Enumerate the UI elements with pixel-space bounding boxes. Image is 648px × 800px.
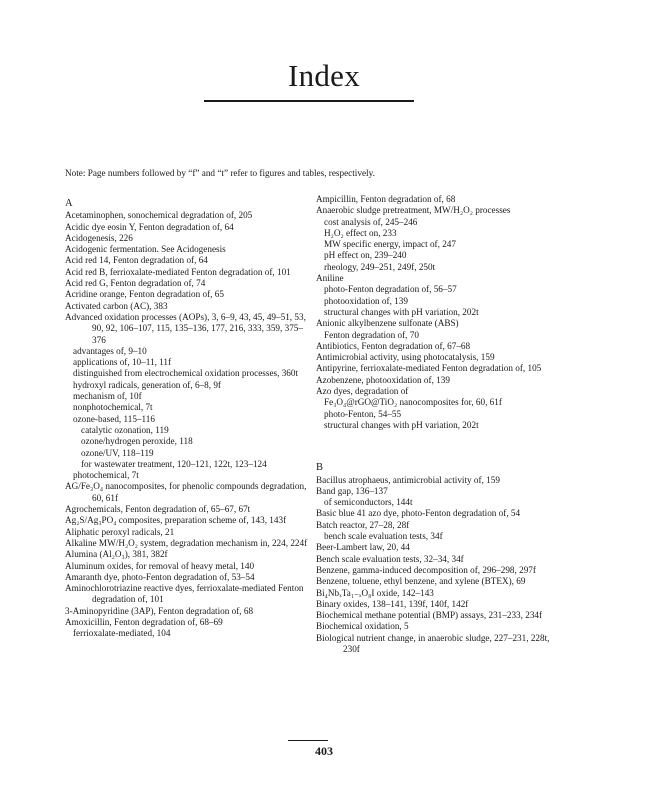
index-subentry: pH effect on, 239–240 [324,250,407,261]
index-column-right [316,194,566,655]
index-subentry: Fenton degradation of, 70 [324,329,419,340]
index-entry: Acid red G, Fenton degradation of, 74 [65,278,206,289]
index-subentry: photochemical, 7t [73,470,139,481]
section-letter: B [316,462,324,474]
index-entry: Acidogenesis, 226 [65,232,133,243]
index-entry: Advanced oxidation processes (AOPs), 3, 6–9, 43, 45, 49–51, 53, 90, 92, 106–107, 115, 135–136, 177, 216, 333, 359, 375–376 [65,311,306,345]
index-entry: Azobenzene, photooxidation of, 139 [316,374,450,385]
index-entry: Bi₄NbₓTa₁₋ₓO₈I oxide, 142–143 [316,587,434,598]
index-entry: Agrochemicals, Fenton degradation of, 65–67, 67t [65,504,251,515]
index-entry: Amaranth dye, photo-Fenton degradation of, 53–54 [65,571,255,582]
index-entry: Aluminum oxides, for removal of heavy metal, 140 [65,560,255,571]
index-column-left [65,198,315,640]
index-entry: Basic blue 41 azo dye, photo-Fenton degradation of, 54 [316,508,521,519]
index-subentry: applications of, 10–11, 11f [73,357,172,368]
index-entry: Batch reactor, 27–28, 28f [316,519,410,530]
index-subentry: photo-Fenton degradation of, 56–57 [324,284,457,295]
index-entry: Binary oxides, 138–141, 139f, 140f, 142f [316,598,469,609]
index-subentry: catalytic ozonation, 119 [81,424,169,435]
index-subentry: ferrioxalate-mediated, 104 [73,628,171,639]
index-title: Index [287,58,361,93]
index-subentry: hydroxyl radicals, generation of, 6–8, 9f [73,379,221,390]
index-entry: Aminochlorotriazine reactive dyes, ferrioxalate-mediated Fenton degradation of, 101 [65,583,304,605]
index-entry: Benzene, toluene, ethyl benzene, and xylene (BTEX), 69 [316,576,526,587]
index-subentry: for wastewater treatment, 120–121, 122t, 123–124 [81,458,267,469]
title-rule [204,100,414,102]
index-entry: Biochemical oxidation, 5 [316,621,409,632]
index-subentry: MW specific energy, impact of, 247 [324,239,456,250]
index-subentry: bench scale evaluation tests, 34f [324,531,443,542]
index-entry: Biological nutrient change, in anaerobic sludge, 227–231, 228t, 230f [316,632,550,654]
index-entry: Bacillus atrophaeus, antimicrobial activity of, 159 [316,474,500,485]
index-entry: Alumina (Al₂O₃), 381, 382f [65,549,168,560]
figure-table-note: Note: Page numbers followed by “f” and “t” refer to figures and tables, respectively. [65,168,375,178]
index-subentry: structural changes with pH variation, 202t [324,419,479,430]
index-subentry: ozone/UV, 118–119 [81,447,154,458]
index-entry: Ag₂S/Ag₃PO₄ composites, preparation scheme of, 143, 143f [65,515,287,526]
index-entry: Ampicillin, Fenton degradation of, 68 [316,194,456,204]
index-entry: Beer-Lambert law, 20, 44 [316,542,410,553]
index-subentry: structural changes with pH variation, 202t [324,306,479,317]
section-letter: A [65,198,73,209]
index-entry: Aliphatic peroxyl radicals, 21 [65,526,175,537]
index-entry: AG/Fe₃O₄ nanocomposites, for phenolic compounds degradation, 60, 61f [65,481,307,503]
page-number: 403 [315,744,333,758]
index-subentry: ozone-based, 115–116 [73,413,155,424]
index-entry: Aniline [316,273,344,284]
index-entry: Benzene, gamma-induced decomposition of, 296–298, 297f [316,564,536,575]
index-entry: Activated carbon (AC), 383 [65,300,168,311]
index-entry: Antimicrobial activity, using photocatalysis, 159 [316,352,495,363]
page-number-rule [288,740,328,741]
index-entry: Acidogenic fermentation. See Acidogenesis [65,244,226,255]
index-entry: Acidic dye eosin Y, Fenton degradation of, 64 [65,221,234,232]
index-entry: Anionic alkylbenzene sulfonate (ABS) [316,318,459,329]
index-entry: Antibiotics, Fenton degradation of, 67–68 [316,340,471,351]
index-entry: Acetaminophen, sonochemical degradation of, 205 [65,210,253,221]
index-subentry: photo-Fenton, 54–55 [324,408,402,419]
index-entry: Biochemical methane potential (BMP) assays, 231–233, 234f [316,610,543,621]
index-entry: Acridine orange, Fenton degradation of, 65 [65,289,224,300]
index-entry: Antipyrine, ferrioxalate-mediated Fenton degradation of, 105 [316,363,542,374]
index-subentry: distinguished from electrochemical oxidation processes, 360t [73,368,299,379]
index-entry: Azo dyes, degradation of [316,386,409,397]
index-entry: Band gap, 136–137 [316,485,388,496]
index-entry: Amoxicillin, Fenton degradation of, 68–69 [65,616,223,627]
index-subentry: cost analysis of, 245–246 [324,216,418,227]
index-entry: Acid red 14, Fenton degradation of, 64 [65,255,208,266]
index-entry: Bench scale evaluation tests, 32–34, 34f [316,553,464,564]
index-subentry: H₂O₂ effect on, 233 [324,227,397,238]
index-entry: 3-Aminopyridine (3AP), Fenton degradation of, 68 [65,605,254,616]
index-entry: Alkaline MW/H₂O₂ system, degradation mechanism in, 224, 224f [65,537,308,548]
index-subentry: ozone/hydrogen peroxide, 118 [81,436,193,447]
index-subentry: rheology, 249–251, 249f, 250t [324,261,436,272]
index-entry: Acid red B, ferrioxalate-mediated Fenton degradation of, 101 [65,266,291,277]
index-subentry: Fe₃O₄@rGO@TiO₂ nanocomposites for, 60, 61f [324,397,502,408]
index-subentry: photooxidation of, 139 [324,295,408,306]
index-subentry: advantages of, 9–10 [73,345,147,356]
index-subentry: mechanism of, 10f [73,391,142,402]
index-subentry: of semiconductors, 144t [324,497,413,508]
index-subentry: nonphotochemical, 7t [73,402,153,413]
index-entry: Anaerobic sludge pretreatment, MW/H₂O₂ processes [316,205,511,216]
